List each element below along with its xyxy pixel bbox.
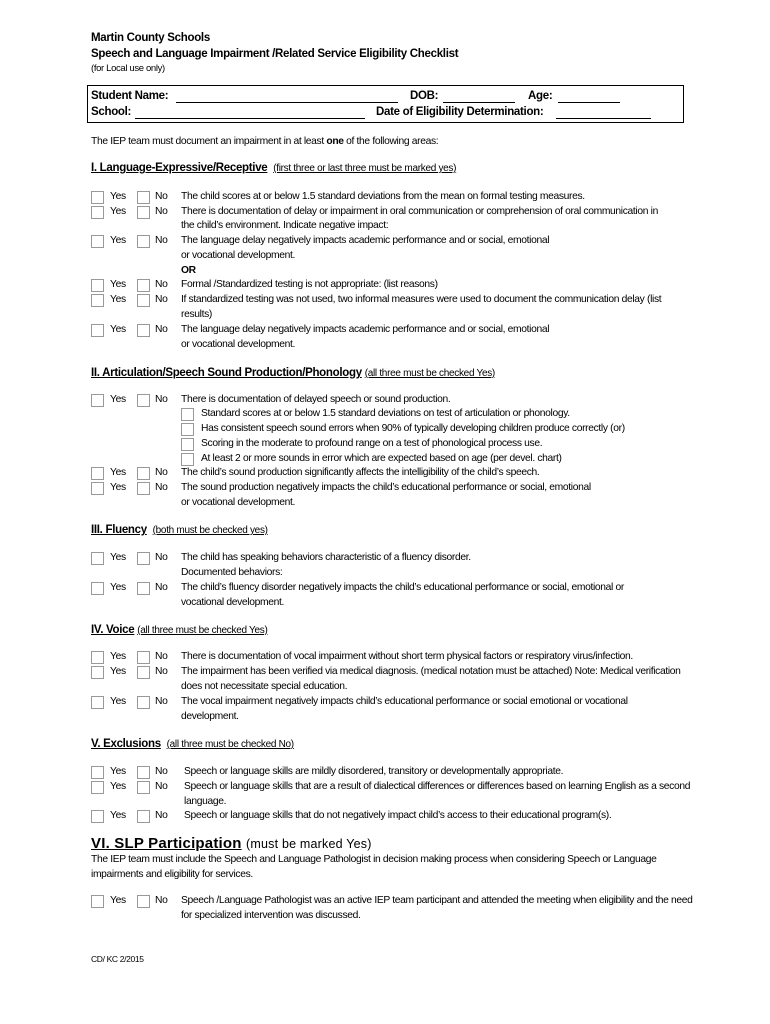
no-label: No: [155, 206, 168, 217]
s3-documented-behaviors: Documented behaviors:: [181, 567, 283, 578]
s6-item-1: Speech /Language Pathologist was an active IEP team participant and attended the meeting when eligibility and the need: [181, 895, 693, 906]
s5-item-2-cont: language.: [184, 796, 227, 807]
s2-subitem-1: Standard scores at or below 1.5 standard deviations on test of articulation or phonology.: [201, 408, 570, 419]
no-label: No: [155, 781, 168, 792]
s2-sub-3-checkbox[interactable]: [181, 438, 194, 451]
no-label: No: [155, 191, 168, 202]
yes-label: Yes: [110, 781, 126, 792]
s5-q3-yes-checkbox[interactable]: [91, 810, 104, 823]
s2-q3-yes-checkbox[interactable]: [91, 482, 104, 495]
dob-field[interactable]: [443, 92, 515, 103]
s2-q1-yes-checkbox[interactable]: [91, 394, 104, 407]
s5-item-3: Speech or language skills that do not negatively impact child’s access to their educational program(s).: [184, 810, 612, 821]
s3-q1-no-checkbox[interactable]: [137, 552, 150, 565]
no-label: No: [155, 651, 168, 662]
org-name: Martin County Schools: [91, 32, 210, 44]
s2-item-3: The sound production negatively impacts the child’s educational performance or social, emotional: [181, 482, 591, 493]
s1-q3-yes-checkbox[interactable]: [91, 235, 104, 248]
yes-label: Yes: [110, 467, 126, 478]
s1-q4-no-checkbox[interactable]: [137, 279, 150, 292]
eligibility-date-field[interactable]: [556, 108, 651, 119]
yes-label: Yes: [110, 294, 126, 305]
no-label: No: [155, 696, 168, 707]
s2-subitem-4: At least 2 or more sounds in error which are expected based on age (per devel. chart): [201, 453, 562, 464]
s1-q1-no-checkbox[interactable]: [137, 191, 150, 204]
yes-label: Yes: [110, 482, 126, 493]
s4-q1-yes-checkbox[interactable]: [91, 651, 104, 664]
s3-q1-yes-checkbox[interactable]: [91, 552, 104, 565]
no-label: No: [155, 467, 168, 478]
s1-q1-yes-checkbox[interactable]: [91, 191, 104, 204]
no-label: No: [155, 394, 168, 405]
s1-q5-no-checkbox[interactable]: [137, 294, 150, 307]
s5-item-2: Speech or language skills that are a result of dialectical differences or differences based on learning English as a second: [184, 781, 691, 792]
s5-q1-yes-checkbox[interactable]: [91, 766, 104, 779]
s2-q3-no-checkbox[interactable]: [137, 482, 150, 495]
yes-label: Yes: [110, 235, 126, 246]
no-label: No: [155, 666, 168, 677]
no-label: No: [155, 235, 168, 246]
yes-label: Yes: [110, 651, 126, 662]
s5-q2-no-checkbox[interactable]: [137, 781, 150, 794]
no-label: No: [155, 482, 168, 493]
student-name-field[interactable]: [176, 92, 398, 103]
s1-item-2: There is documentation of delay or impairment in oral communication or comprehension of oral communication in: [181, 206, 658, 217]
s1-q2-yes-checkbox[interactable]: [91, 206, 104, 219]
s2-q2-no-checkbox[interactable]: [137, 467, 150, 480]
s1-item-1: The child scores at or below 1.5 standard deviations from the mean on formal testing measures.: [181, 191, 585, 202]
s3-q2-no-checkbox[interactable]: [137, 582, 150, 595]
section-4-heading: IV. Voice (all three must be checked Yes): [91, 624, 268, 636]
s3-q2-yes-checkbox[interactable]: [91, 582, 104, 595]
yes-label: Yes: [110, 766, 126, 777]
s2-subitem-2: Has consistent speech sound errors when 90% of typically developing children produce correctly (or): [201, 423, 625, 434]
usage-note: (for Local use only): [91, 63, 165, 74]
s2-subitem-3: Scoring in the moderate to profound range on a test of phonological process use.: [201, 438, 543, 449]
s2-q1-no-checkbox[interactable]: [137, 394, 150, 407]
section-5-heading: V. Exclusions (all three must be checked No): [91, 738, 294, 750]
eligibility-date-label: Date of Eligibility Determination:: [376, 106, 544, 118]
yes-label: Yes: [110, 810, 126, 821]
s1-q2-no-checkbox[interactable]: [137, 206, 150, 219]
school-field[interactable]: [135, 108, 365, 119]
s1-item-4: Formal /Standardized testing is not appropriate: (list reasons): [181, 279, 438, 290]
s2-item-3-cont: or vocational development.: [181, 497, 295, 508]
no-label: No: [155, 582, 168, 593]
s5-item-1: Speech or language skills are mildly disordered, transitory or developmentally appropriate.: [184, 766, 564, 777]
no-label: No: [155, 324, 168, 335]
s2-item-2: The child’s sound production significantly affects the intelligibility of the child’s speech.: [181, 467, 540, 478]
s2-sub-2-checkbox[interactable]: [181, 423, 194, 436]
s1-q6-yes-checkbox[interactable]: [91, 324, 104, 337]
yes-label: Yes: [110, 394, 126, 405]
yes-label: Yes: [110, 191, 126, 202]
s3-item-2-cont: vocational development.: [181, 597, 284, 608]
yes-label: Yes: [110, 666, 126, 677]
s4-item-1: There is documentation of vocal impairment without short term physical factors or respiratory virus/infection.: [181, 651, 633, 662]
section-2-heading: II. Articulation/Speech Sound Production/Phonology (all three must be checked Yes): [91, 367, 495, 379]
s4-item-2-cont: does not necessitate special education.: [181, 681, 348, 692]
yes-label: Yes: [110, 552, 126, 563]
s1-item-6-cont: or vocational development.: [181, 339, 295, 350]
s1-item-5: If standardized testing was not used, two informal measures were used to document the communication delay (list: [181, 294, 662, 305]
yes-label: Yes: [110, 895, 126, 906]
yes-label: Yes: [110, 324, 126, 335]
s6-q1-no-checkbox[interactable]: [137, 895, 150, 908]
s4-item-2: The impairment has been verified via medical diagnosis. (medical notation must be attached) Note: Medical verification: [181, 666, 681, 677]
no-label: No: [155, 294, 168, 305]
no-label: No: [155, 552, 168, 563]
yes-label: Yes: [110, 696, 126, 707]
s3-item-2: The child’s fluency disorder negatively impacts the child’s educational performance or social, emotional or: [181, 582, 624, 593]
section-1-heading: I. Language-Expressive/Receptive (first three or last three must be marked yes): [91, 162, 457, 174]
s4-q3-no-checkbox[interactable]: [137, 696, 150, 709]
age-field[interactable]: [558, 92, 620, 103]
s4-item-3: The vocal impairment negatively impacts child’s educational performance or social emotional or vocational: [181, 696, 628, 707]
section-3-heading: III. Fluency (both must be checked yes): [91, 524, 268, 536]
s1-q4-yes-checkbox[interactable]: [91, 279, 104, 292]
s6-q1-yes-checkbox[interactable]: [91, 895, 104, 908]
s2-sub-1-checkbox[interactable]: [181, 408, 194, 421]
s4-item-3-cont: development.: [181, 711, 239, 722]
no-label: No: [155, 810, 168, 821]
s1-q3-no-checkbox[interactable]: [137, 235, 150, 248]
s3-item-1: The child has speaking behaviors characteristic of a fluency disorder.: [181, 552, 471, 563]
yes-label: Yes: [110, 279, 126, 290]
s1-item-3: The language delay negatively impacts academic performance and or social, emotional: [181, 235, 550, 246]
s4-q2-yes-checkbox[interactable]: [91, 666, 104, 679]
s4-q2-no-checkbox[interactable]: [137, 666, 150, 679]
yes-label: Yes: [110, 206, 126, 217]
section-6-heading: VI. SLP Participation (must be marked Yes): [91, 835, 372, 852]
form-code: CD/ KC 2/2015: [91, 954, 144, 964]
s1-item-6: The language delay negatively impacts academic performance and or social, emotional: [181, 324, 550, 335]
no-label: No: [155, 766, 168, 777]
no-label: No: [155, 895, 168, 906]
s2-q2-yes-checkbox[interactable]: [91, 467, 104, 480]
s4-q1-no-checkbox[interactable]: [137, 651, 150, 664]
s1-item-3-cont: or vocational development.: [181, 250, 295, 261]
s5-q1-no-checkbox[interactable]: [137, 766, 150, 779]
yes-label: Yes: [110, 582, 126, 593]
s5-q2-yes-checkbox[interactable]: [91, 781, 104, 794]
s6-intro-line-1: The IEP team must include the Speech and Language Pathologist in decision making process when considering Speech or Language: [91, 854, 657, 865]
s1-item-2-cont: the child’s environment. Indicate negative impact:: [181, 220, 389, 231]
s1-q6-no-checkbox[interactable]: [137, 324, 150, 337]
s1-q5-yes-checkbox[interactable]: [91, 294, 104, 307]
s1-item-5-cont: results): [181, 309, 212, 320]
s6-intro-line-2: impairments and eligibility for services.: [91, 869, 253, 880]
student-name-label: Student Name:: [91, 90, 169, 102]
s5-q3-no-checkbox[interactable]: [137, 810, 150, 823]
dob-label: DOB:: [410, 90, 439, 102]
s2-item-1: There is documentation of delayed speech or sound production.: [181, 394, 451, 405]
school-label: School:: [91, 106, 132, 118]
page-title: Speech and Language Impairment /Related Service Eligibility Checklist: [91, 48, 459, 60]
s2-sub-4-checkbox[interactable]: [181, 453, 194, 466]
or-separator: OR: [181, 265, 196, 276]
s6-item-1-cont: for specialized intervention was discussed.: [181, 910, 361, 921]
intro-text: The IEP team must document an impairment in at least one of the following areas:: [91, 136, 439, 147]
no-label: No: [155, 279, 168, 290]
age-label: Age:: [528, 90, 553, 102]
s4-q3-yes-checkbox[interactable]: [91, 696, 104, 709]
